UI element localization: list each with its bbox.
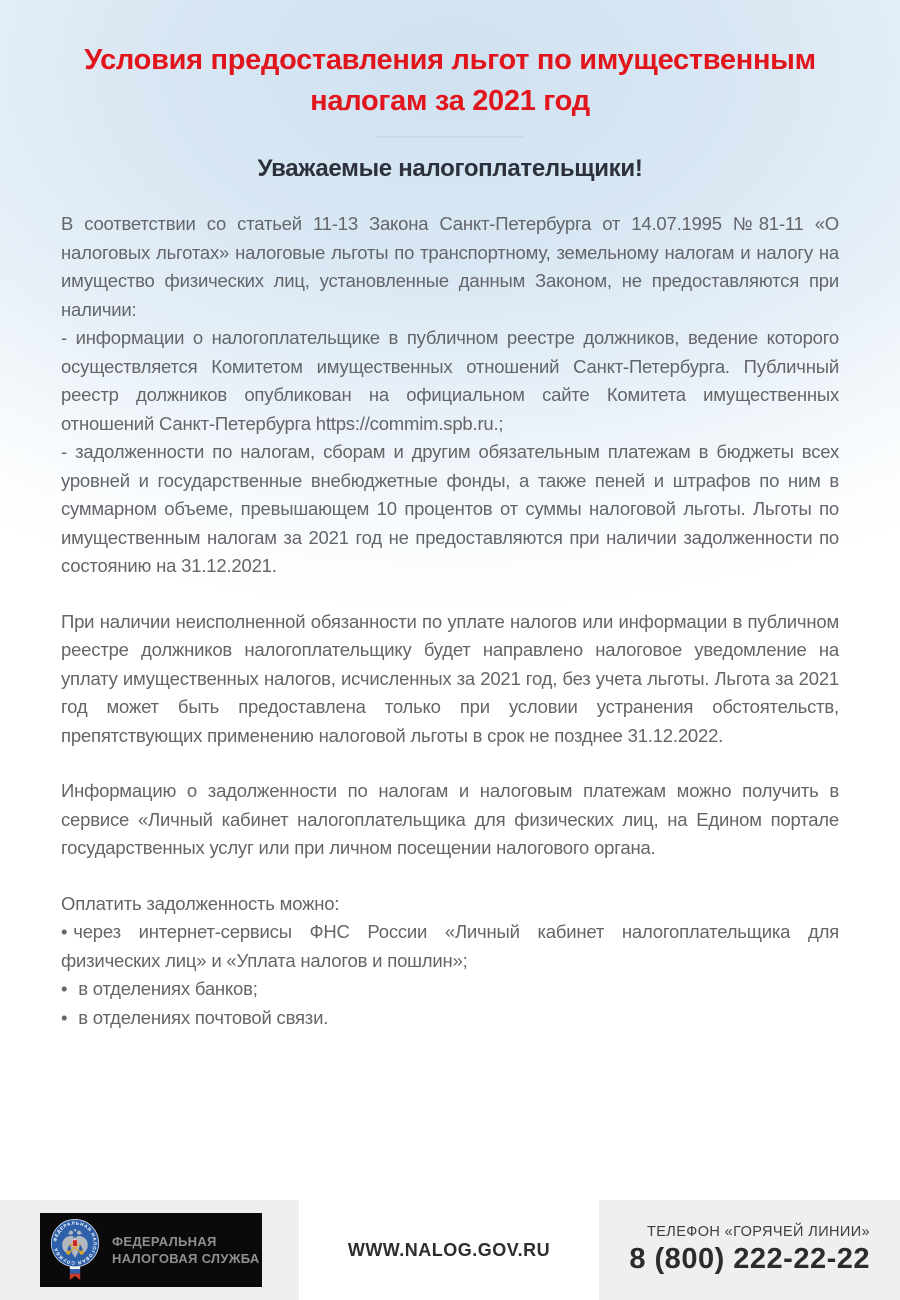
paragraph-law-intro: В соответствии со статьей 11-13 Закона Санкт-Петербурга от 14.07.1995 №81-11 «О налоговых льготах» налоговые льготы по транспортному, земельному налогам и налогу на имущество физических лиц, установленные данным Законом, не предоставляются при наличии: <box>61 213 839 320</box>
bullet-icon: • <box>61 978 68 999</box>
list-item-label: в отделениях банков; <box>73 978 258 999</box>
svg-text:ФЕДЕРАЛЬНАЯ НАЛОГОВАЯ СЛУЖБА: ФЕДЕРАЛЬНАЯ НАЛОГОВАЯ СЛУЖБА <box>52 1220 98 1266</box>
paragraph-pay-intro: Оплатить задолженность можно: <box>61 892 340 914</box>
page-title <box>0 0 900 122</box>
paragraph-notice: При наличии неисполненной обязанности по уплате налогов или информации в публичном реестре должников налогоплательщику будет направлено налоговое уведомление на уплату имущественных налогов, исчисленных за 2021 год, без учета льготы. Льгота за 2021 год может быть предоставлена только при условии устранения обстоятельств, препятствующих применению налоговой льготы в срок не позднее 31.12.2022. <box>61 610 839 746</box>
fns-emblem-icon <box>45 1216 105 1284</box>
hotline-label: ТЕЛЕФОН «ГОРЯЧЕЙ ЛИНИИ» <box>646 1224 870 1240</box>
list-item-post <box>61 1004 839 1033</box>
footer <box>0 1200 900 1300</box>
fns-logo-label-line1: ФЕДЕРАЛЬНАЯ <box>112 1234 217 1249</box>
list-item-banks <box>61 975 839 1004</box>
page-title-line2: налогам за 2021 год <box>310 85 590 117</box>
hotline-phone-number: 8 (800) 222-22-22 <box>629 1243 870 1275</box>
paragraph-registry: - информации о налогоплательщике в публичном реестре должников, ведение которого осуществляется Комитетом имущественных отношений Санкт-Петербурга. Публичный реестр должников опубликован на официальном сайте Комитета имущественных отношений Санкт-Петербурга https://commim.spb.ru.; <box>61 327 839 434</box>
bullet-icon: • <box>61 1006 68 1028</box>
list-item-label: через интернет-сервисы ФНС России «Личный кабинет налогоплательщика для физических лиц» и «Уплата налогов и пошлин»; <box>61 921 839 971</box>
footer-website-block <box>299 1200 599 1300</box>
footer-logo-block <box>0 1200 299 1300</box>
page-title-line1: Условия предоставления льгот по имущественным <box>84 44 816 76</box>
fns-logo-label <box>112 1233 260 1267</box>
footer-hotline-block <box>599 1200 900 1300</box>
list-item-label: в отделениях почтовой связи. <box>73 1006 329 1028</box>
paragraph-info-sources: Информацию о задолженности по налогам и налоговым платежам можно получить в сервисе «Личный кабинет налогоплательщика для физических лиц, на Едином портале государственных услуг или при личном посещении налогового органа. <box>61 780 839 858</box>
title-divider <box>375 136 525 138</box>
bullet-icon: • <box>61 921 68 942</box>
greeting-heading: Уважаемые налогоплательщики! <box>257 155 643 182</box>
website-url: WWW.NALOG.GOV.RU <box>347 1239 551 1260</box>
fns-logo-label-line2: НАЛОГОВАЯ СЛУЖБА <box>112 1251 260 1266</box>
fns-logo <box>40 1213 262 1287</box>
list-item-internet-services <box>61 918 839 975</box>
paragraph-debt: - задолженности по налогам, сборам и другим обязательным платежам в бюджеты всех уровней и государственные внебюджетные фонды, а также пеней и штрафов по ним в суммарном объеме, превышающем 10 процентов от суммы налоговой льготы. Льготы по имущественным налогам за 2021 год не предоставляются при наличии задолженности по состоянию на 31.12.2021. <box>61 441 839 576</box>
body-text <box>61 210 839 1032</box>
